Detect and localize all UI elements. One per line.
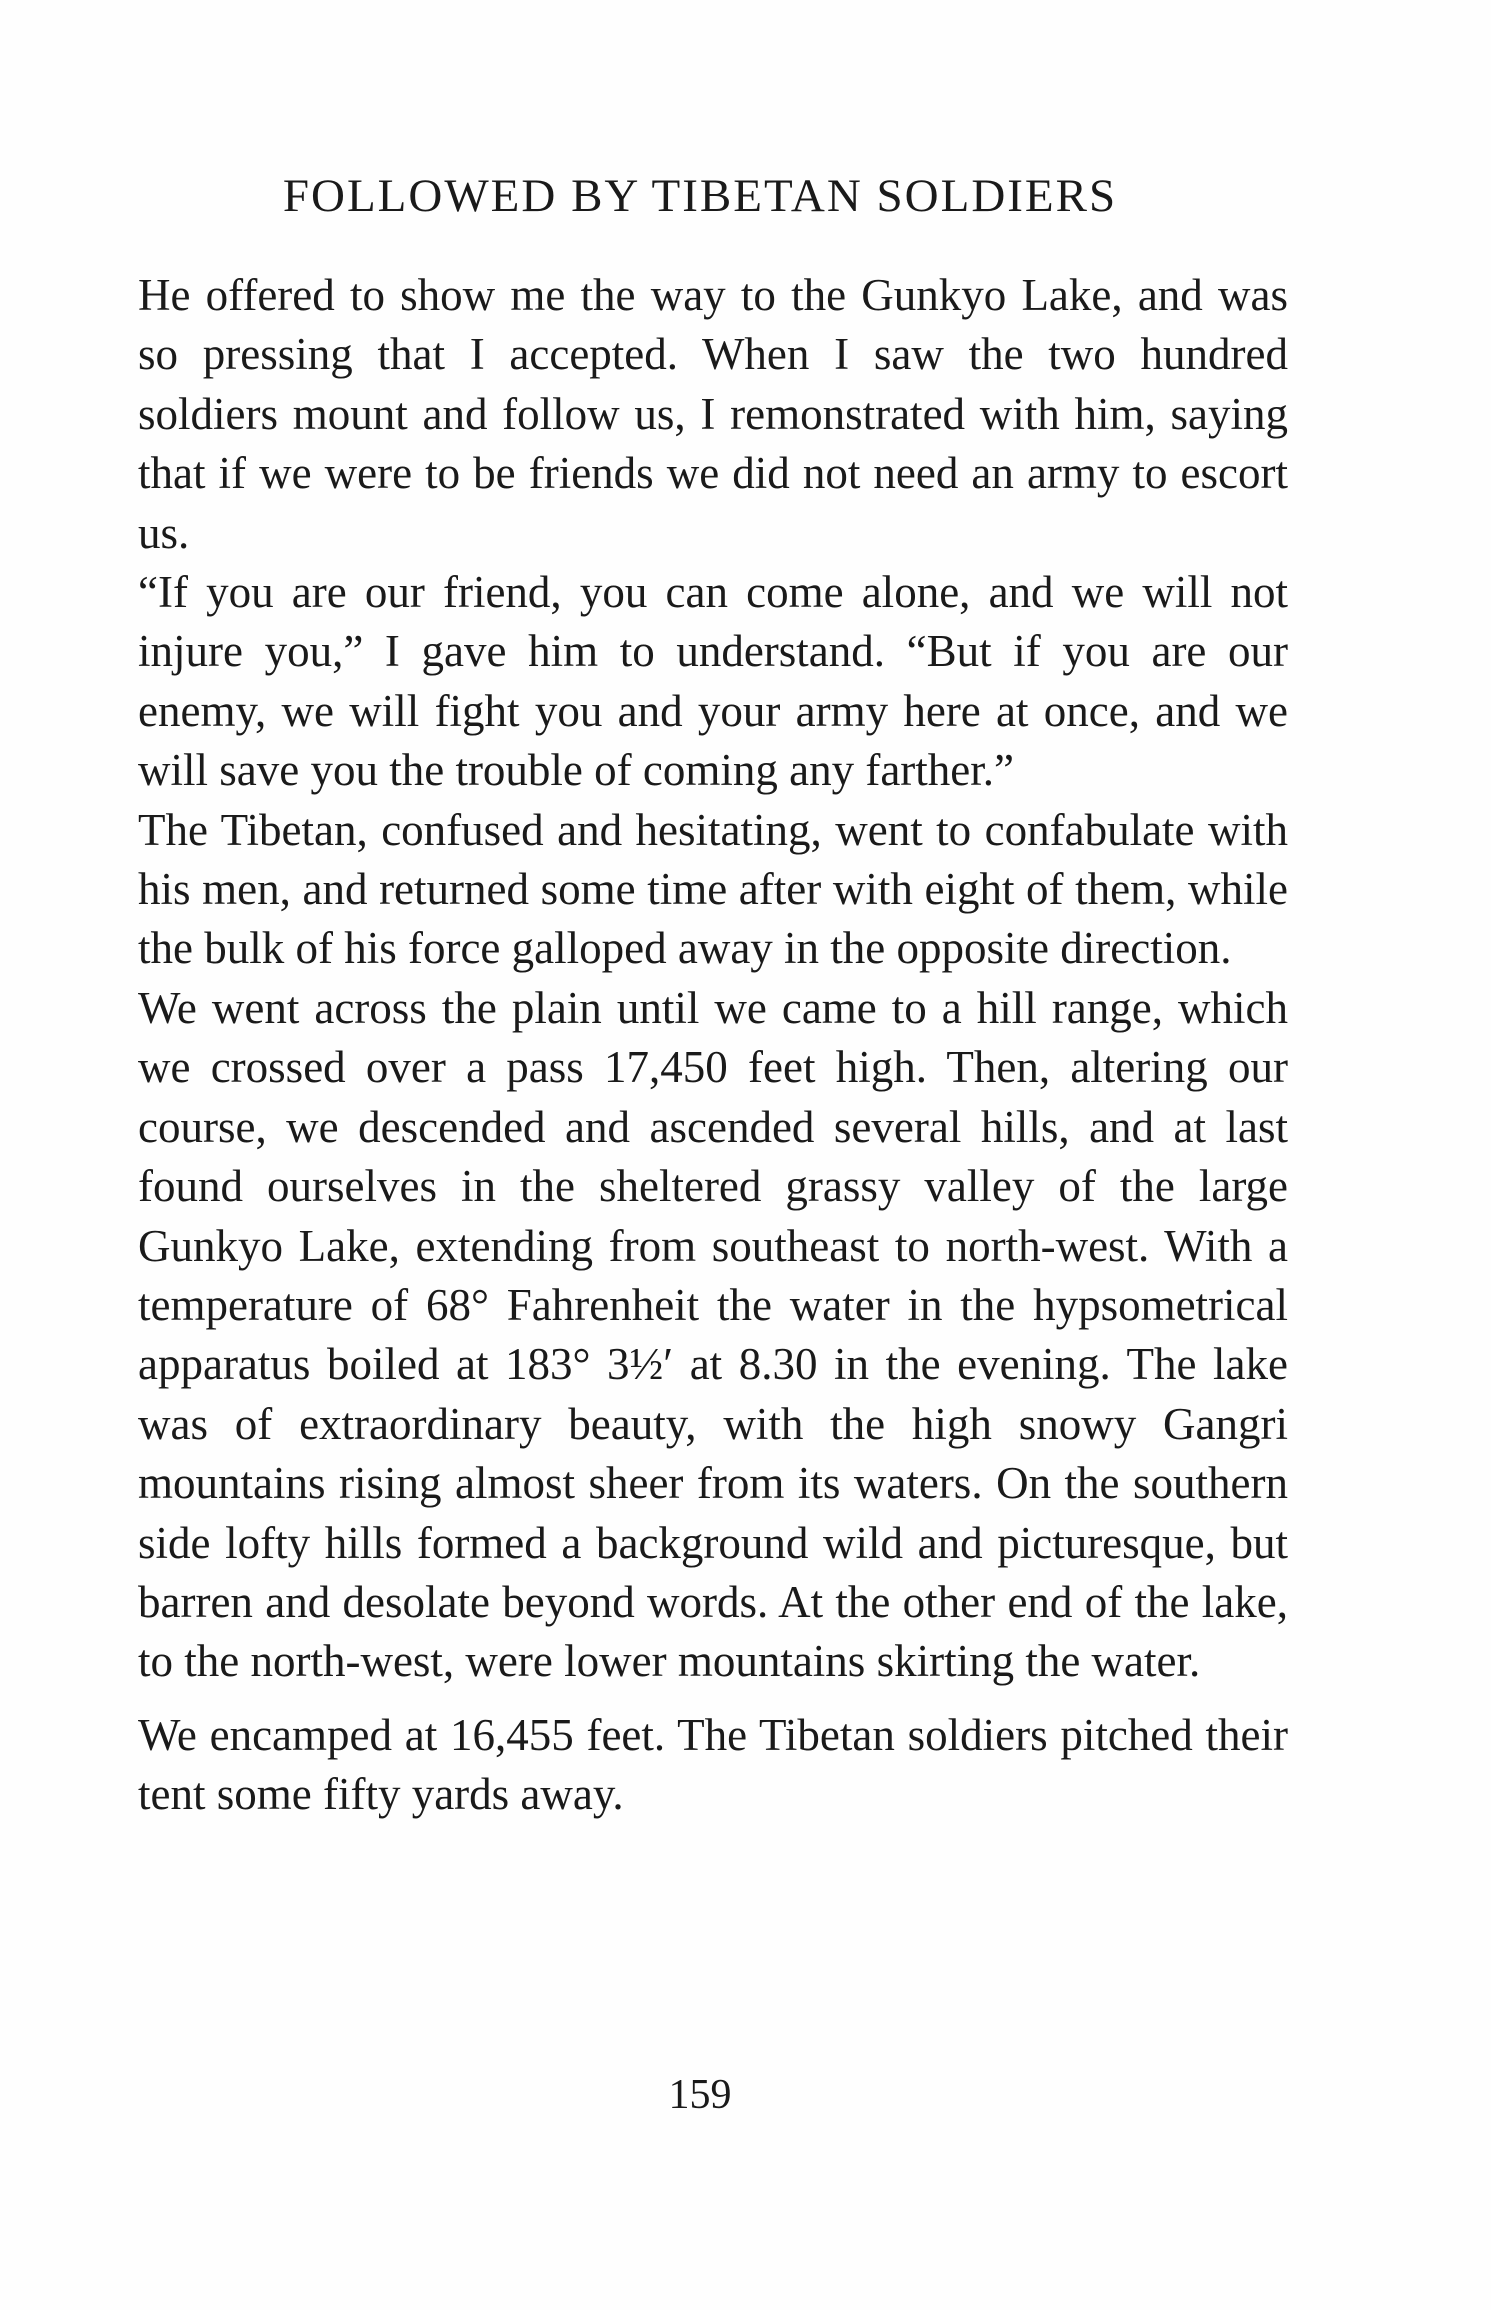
paragraph-3: The Tibetan, confused and hesitating, went to confabulate with his men, and returned some time after with eight of them, while the bulk of his force galloped away in the opposite direction. (138, 804, 1288, 974)
paragraph-2: “If you are our friend, you can come alone, and we will not injure you,” I gave him to understand. “But if you are our enemy, we will fight you and your army here at once, and we will save you the trouble of coming any farther.” (138, 567, 1288, 796)
page-number: 159 (668, 2072, 732, 2118)
paragraph-1: He offered to show me the way to the Gunkyo Lake, and was so pressing that I accepted. When I saw the two hundred soldiers mount and follow us, I remonstrated with him, saying that if we were to be friends we did not need an army to escort us. (138, 270, 1288, 558)
running-head: FOLLOWED BY TIBETAN SOLDIERS (282, 170, 1118, 222)
paragraph-4: We went across the plain until we came to a hill range, which we crossed over a pass 17,450 feet high. Then, altering our course, we descended and ascended several hills, and at last found ourselves in the sheltered grassy valley of the large Gunkyo Lake, extending from southeast to north-west. With a temperature of 68° Fahrenheit the water in the hypsometrical apparatus boiled at 183° 3½′ at 8.30 in the evening. The lake was of extraordinary beauty, with the high snowy Gangri mountains rising almost sheer from its waters. On the southern side lofty hills formed a background wild and picturesque, but barren and desolate beyond words. At the other end of the lake, to the north-west, were lower mountains skirting the water. (138, 982, 1288, 1687)
body-text (138, 266, 1288, 1825)
paragraph-5: We encamped at 16,455 feet. The Tibetan soldiers pitched their tent some fifty yards away. (138, 1709, 1288, 1820)
